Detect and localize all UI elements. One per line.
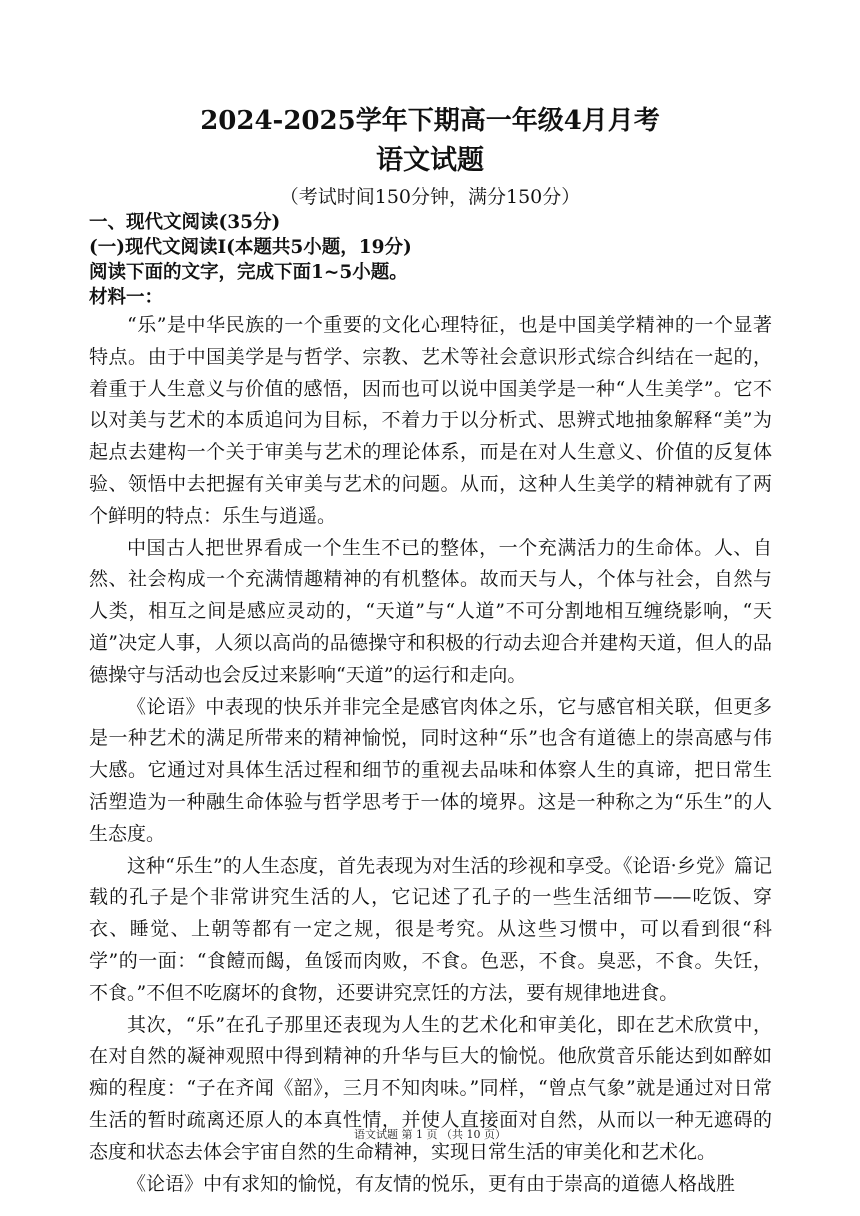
passage-paragraph-1: “乐”是中华民族的一个重要的文化心理特征，也是中国美学精神的一个显著特点。由于中国美学是与哲学、宗教、艺术等社会意识形式综合纠结在一起的，着重于人生意义与价值的感悟，因而也可以说中国美学是一种“人生美学”。它不以对美与艺术的本质追问为目标，不着力于以分析式、思辨式地抽象解释“美”为起点去建构一个关于审美与艺术的理论体系，而是在对人生意义、价值的反复体验、领悟中去把握有关审美与艺术的问题。从而，这种人生美学的精神就有了两个鲜明的特点：乐生与逍遥。 <box>89 314 772 527</box>
passage-paragraph-5: 其次，“乐”在孔子那里还表现为人生的艺术化和审美化，即在艺术欣赏中，在对自然的凝神观照中得到精神的升华与巨大的愉悦。他欣赏音乐能达到如醉如痴的程度：“子在齐闻《韶》，三月不知肉味。”同样，“曾点气象”就是通过对日常生活的暂时疏离还原人的本真性情，并使人直接面对自然，从而以一种无遮碍的态度和状态去体会宇宙自然的生命精神，实现日常生活的审美化和艺术化。 <box>89 1013 772 1163</box>
passage-paragraph-3: 《论语》中表现的快乐并非完全是感官肉体之乐，它与感官相关联，但更多是一种艺术的满足所带来的精神愉悦，同时这种“乐”也含有道德上的崇高感与伟大感。它通过对具体生活过程和细节的重视去品味和体察人生的真谛，把日常生活塑造为一种融生命体验与哲学思考于一体的境界。这是一种称之为“乐生”的人生态度。 <box>89 695 772 845</box>
reading-instruction: 阅读下面的文字，完成下面1~5小题。 <box>89 262 408 283</box>
page-footer: 语文试题 第 1 页 （共 10 页） <box>354 1128 506 1141</box>
passage-paragraph-2: 中国古人把世界看成一个生生不已的整体，一个充满活力的生命体。人、自然、社会构成一个充满情趣精神的有机整体。故而天与人，个体与社会，自然与人类，相互之间是感应灵动的，“天道”与“人道”不可分割地相互缠绕影响，“天道”决定人事，人须以高尚的品德操守和积极的行动去迎合并建构天道，但人的品德操守与活动也会反过来影响“天道”的运行和走向。 <box>89 536 772 686</box>
exam-time-score: （考试时间150分钟，满分150分） <box>279 186 581 208</box>
section-subheading: (一)现代文阅读Ⅰ(本题共5小题，19分) <box>89 237 412 258</box>
exam-content <box>89 210 772 1200</box>
material-label: 材料一： <box>89 287 164 308</box>
passage-paragraph-6: 《论语》中有求知的愉悦，有友情的悦乐，更有由于崇高的道德人格战胜 <box>127 1172 736 1195</box>
exam-title: 2024-2025学年下期高一年级4月月考 <box>200 106 660 136</box>
passage-paragraph-4: 这种“乐生”的人生态度，首先表现为对生活的珍视和享受。《论语·乡党》篇记载的孔子是个非常讲究生活的人，它记述了孔子的一些生活细节——吃饭、穿衣、睡觉、上朝等都有一定之规，很是考究。从这些习惯中，可以看到很“科学”的一面：“食饐而餲，鱼馁而肉败，不食。色恶，不食。臭恶，不食。失饪，不食。”不但不吃腐坏的食物，还要讲究烹饪的方法，要有规律地进食。 <box>89 854 772 1004</box>
section-heading: 一、现代文阅读(35分) <box>89 212 281 233</box>
exam-subject-title: 语文试题 <box>376 145 484 176</box>
